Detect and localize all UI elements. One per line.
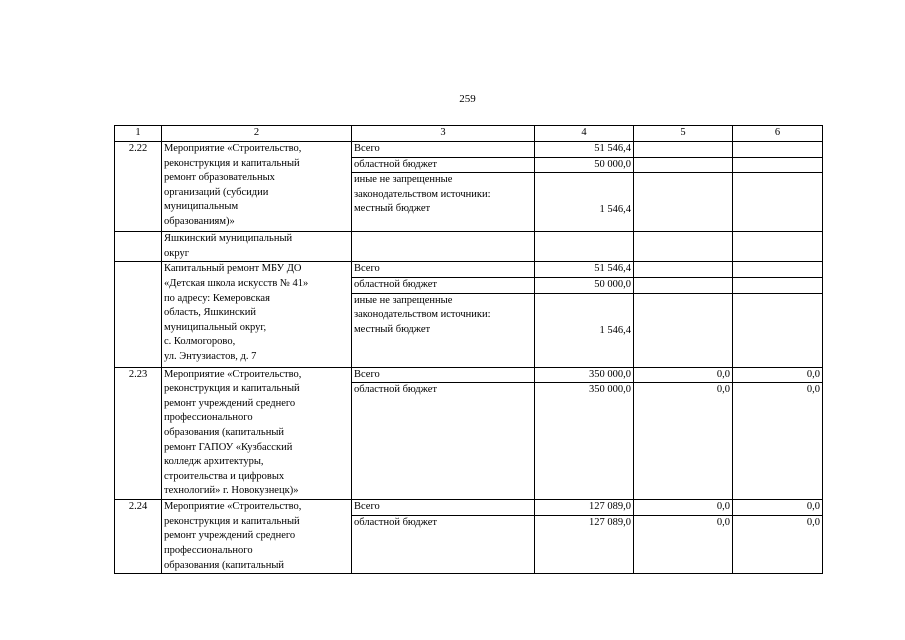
row-number: 2.24 bbox=[115, 500, 162, 574]
funding-source: Всего bbox=[352, 367, 535, 383]
value-col6 bbox=[733, 232, 823, 262]
value-col6 bbox=[733, 277, 823, 293]
value-col5: 0,0 bbox=[634, 367, 733, 383]
value-col4: 50 000,0 bbox=[535, 277, 634, 293]
funding-source: областной бюджет bbox=[352, 157, 535, 173]
funding-source bbox=[352, 232, 535, 262]
value-col6 bbox=[733, 142, 823, 158]
value-col5 bbox=[634, 142, 733, 158]
value-col5 bbox=[634, 262, 733, 278]
column-header: 2 bbox=[162, 126, 352, 142]
row-number bbox=[115, 232, 162, 262]
table-row bbox=[115, 232, 823, 262]
funding-source: иные не запрещенные законодательством источники: местный бюджет bbox=[352, 293, 535, 367]
funding-source: Всего bbox=[352, 262, 535, 278]
value-col5: 0,0 bbox=[634, 516, 733, 574]
value-col4: 1 546,4 bbox=[535, 293, 634, 367]
value-col6 bbox=[733, 262, 823, 278]
value-col6: 0,0 bbox=[733, 516, 823, 574]
column-header: 3 bbox=[352, 126, 535, 142]
table-row bbox=[115, 367, 823, 383]
value-col6: 0,0 bbox=[733, 383, 823, 500]
measure-name: Мероприятие «Строительство, реконструкция и капитальный ремонт учреждений среднего профессионального образования (капитальный bbox=[162, 500, 352, 574]
value-col6 bbox=[733, 293, 823, 367]
column-header: 1 bbox=[115, 126, 162, 142]
row-number: 2.22 bbox=[115, 142, 162, 232]
page-number: 259 bbox=[459, 93, 476, 105]
value-col4: 51 546,4 bbox=[535, 142, 634, 158]
object-name: Капитальный ремонт МБУ ДО «Детская школа искусств № 41» по адресу: Кемеровская область, Яшкинский муниципальный округ, с. Колмогорово, ул. Энтузиастов, д. 7 bbox=[162, 262, 352, 367]
table-row bbox=[115, 500, 823, 516]
value-col4: 350 000,0 bbox=[535, 367, 634, 383]
table-row bbox=[115, 262, 823, 278]
budget-table bbox=[114, 125, 823, 574]
value-col4: 127 089,0 bbox=[535, 516, 634, 574]
value-col5: 0,0 bbox=[634, 500, 733, 516]
value-col6: 0,0 bbox=[733, 500, 823, 516]
value-col5: 0,0 bbox=[634, 383, 733, 500]
column-header: 5 bbox=[634, 126, 733, 142]
value-col6: 0,0 bbox=[733, 367, 823, 383]
column-header: 4 bbox=[535, 126, 634, 142]
funding-source: иные не запрещенные законодательством источники: местный бюджет bbox=[352, 173, 535, 232]
value-col6 bbox=[733, 173, 823, 232]
value-col4: 50 000,0 bbox=[535, 157, 634, 173]
funding-source: Всего bbox=[352, 500, 535, 516]
measure-name: Мероприятие «Строительство, реконструкция и капитальный ремонт образовательных организаций (субсидии муниципальным образованиям)» bbox=[162, 142, 352, 232]
value-col5 bbox=[634, 173, 733, 232]
funding-source: областной бюджет bbox=[352, 383, 535, 500]
value-col5 bbox=[634, 293, 733, 367]
value-col6 bbox=[733, 157, 823, 173]
column-header: 6 bbox=[733, 126, 823, 142]
funding-source: Всего bbox=[352, 142, 535, 158]
row-number: 2.23 bbox=[115, 367, 162, 500]
funding-source: областной бюджет bbox=[352, 516, 535, 574]
value-col5 bbox=[634, 232, 733, 262]
funding-source: областной бюджет bbox=[352, 277, 535, 293]
value-col4: 51 546,4 bbox=[535, 262, 634, 278]
value-col5 bbox=[634, 157, 733, 173]
header-row bbox=[115, 126, 823, 142]
value-col4 bbox=[535, 232, 634, 262]
value-col5 bbox=[634, 277, 733, 293]
district-name: Яшкинский муниципальный округ bbox=[162, 232, 352, 262]
measure-name: Мероприятие «Строительство, реконструкция и капитальный ремонт учреждений среднего профессионального образования (капитальный ремонт ГАПОУ «Кузбасский колледж архитектуры, строительства и цифровых технологий» г. Новокузнецк)» bbox=[162, 367, 352, 500]
table-row bbox=[115, 142, 823, 158]
value-col4: 1 546,4 bbox=[535, 173, 634, 232]
value-col4: 350 000,0 bbox=[535, 383, 634, 500]
value-col4: 127 089,0 bbox=[535, 500, 634, 516]
row-number bbox=[115, 262, 162, 367]
